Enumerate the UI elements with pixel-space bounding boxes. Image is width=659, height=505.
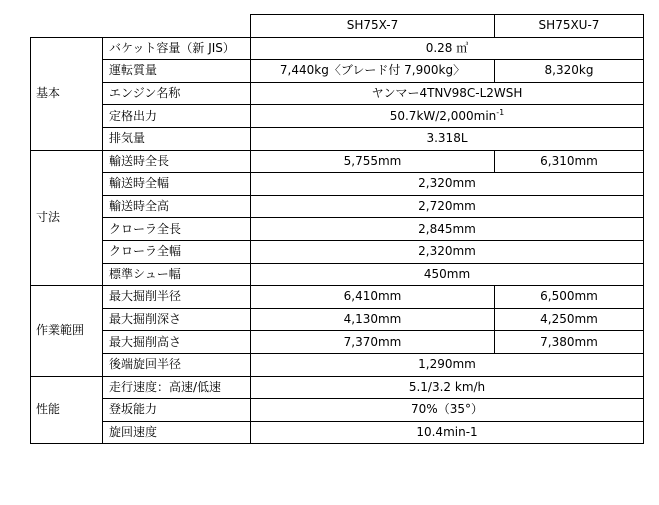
table-row (31, 308, 644, 331)
item-shoe-width: 標準シュー幅 (103, 263, 251, 286)
item-max-dig-depth: 最大掘削深さ (103, 308, 251, 331)
model-2-header: SH75XU-7 (495, 15, 644, 38)
value-rated-output (251, 105, 644, 128)
table-row (31, 218, 644, 241)
table-row (31, 195, 644, 218)
value-max-dig-depth-2: 4,250mm (495, 308, 644, 331)
category-dimensions: 寸法 (31, 150, 103, 286)
value-transport-width: 2,320mm (251, 173, 644, 196)
value-shoe-width: 450mm (251, 263, 644, 286)
value-crawler-length: 2,845mm (251, 218, 644, 241)
table-row (31, 353, 644, 376)
table-row (31, 399, 644, 422)
value-crawler-width: 2,320mm (251, 240, 644, 263)
spec-table (30, 14, 644, 444)
category-work-range: 作業範囲 (31, 286, 103, 376)
table-row (31, 37, 644, 60)
table-row (31, 105, 644, 128)
value-operating-weight-1: 7,440kg〈ブレード付 7,900kg〉 (251, 60, 495, 83)
item-travel-speed: 走行速度：高速/低速 (103, 376, 251, 399)
table-row (31, 263, 644, 286)
item-bucket-capacity: バケット容量（新 JIS） (103, 37, 251, 60)
table-row (31, 173, 644, 196)
value-gradeability: 70%（35°） (251, 399, 644, 422)
value-swing-speed: 10.4min-1 (251, 421, 644, 444)
value-travel-speed: 5.1/3.2 km/h (251, 376, 644, 399)
item-swing-speed: 旋回速度 (103, 421, 251, 444)
rated-output-superscript: -1 (496, 107, 505, 117)
value-operating-weight-2: 8,320kg (495, 60, 644, 83)
item-tail-swing-radius: 後端旋回半径 (103, 353, 251, 376)
header-row (31, 15, 644, 38)
value-transport-length-2: 6,310mm (495, 150, 644, 173)
value-max-dig-height-2: 7,380mm (495, 331, 644, 354)
item-operating-weight: 運転質量 (103, 60, 251, 83)
value-bucket-capacity: 0.28 ㎥ (251, 37, 644, 60)
item-crawler-length: クローラ全長 (103, 218, 251, 241)
item-max-dig-height: 最大掘削高さ (103, 331, 251, 354)
table-row (31, 127, 644, 150)
value-displacement: 3.318L (251, 127, 644, 150)
item-transport-length: 輸送時全長 (103, 150, 251, 173)
table-row (31, 60, 644, 83)
value-engine-name: ヤンマー4TNV98C-L2WSH (251, 82, 644, 105)
table-row (31, 82, 644, 105)
item-gradeability: 登坂能力 (103, 399, 251, 422)
category-basic: 基本 (31, 37, 103, 150)
item-displacement: 排気量 (103, 127, 251, 150)
table-row (31, 421, 644, 444)
value-transport-length-1: 5,755mm (251, 150, 495, 173)
item-rated-output: 定格出力 (103, 105, 251, 128)
item-transport-width: 輸送時全幅 (103, 173, 251, 196)
item-max-dig-radius: 最大掘削半径 (103, 286, 251, 309)
item-engine-name: エンジン名称 (103, 82, 251, 105)
table-row (31, 286, 644, 309)
rated-output-text: 50.7kW/2,000min (389, 108, 497, 123)
item-crawler-width: クローラ全幅 (103, 240, 251, 263)
table-row (31, 240, 644, 263)
model-1-header: SH75X-7 (251, 15, 495, 38)
value-max-dig-radius-1: 6,410mm (251, 286, 495, 309)
value-max-dig-height-1: 7,370mm (251, 331, 495, 354)
table-row (31, 376, 644, 399)
value-max-dig-depth-1: 4,130mm (251, 308, 495, 331)
value-tail-swing-radius: 1,290mm (251, 353, 644, 376)
category-performance: 性能 (31, 376, 103, 444)
value-max-dig-radius-2: 6,500mm (495, 286, 644, 309)
value-transport-height: 2,720mm (251, 195, 644, 218)
table-row (31, 150, 644, 173)
table-row (31, 331, 644, 354)
header-blank-cell (31, 15, 251, 38)
item-transport-height: 輸送時全高 (103, 195, 251, 218)
